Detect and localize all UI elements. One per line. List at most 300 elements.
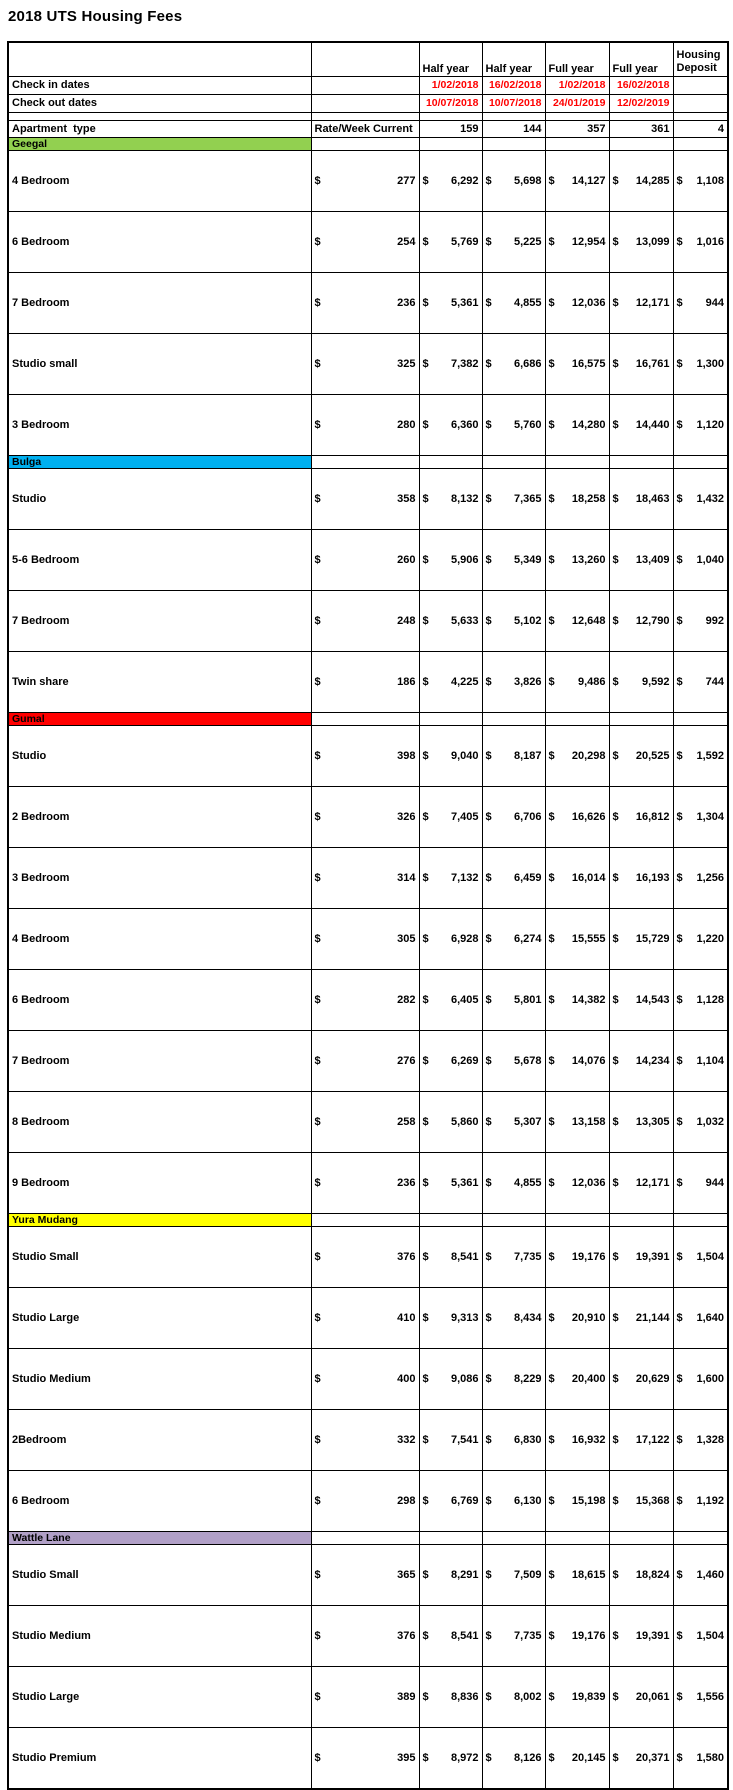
empty-cell xyxy=(8,42,311,76)
amount-value: 8,541 xyxy=(450,1250,479,1263)
full-year-1-cell xyxy=(545,1544,609,1605)
amount-value: 280 xyxy=(397,418,416,431)
currency-symbol: $ xyxy=(548,1311,555,1324)
full-year-2-cell xyxy=(609,272,673,333)
rate-cell xyxy=(311,1666,419,1727)
apartment-type-label: Apartment type xyxy=(8,120,311,137)
section-name-cell: Gumal xyxy=(8,712,311,725)
half-year-2-cell xyxy=(482,908,545,969)
amount-value: 325 xyxy=(397,357,416,370)
empty-cell xyxy=(545,137,609,150)
amount-value: 1,220 xyxy=(696,932,724,945)
currency-symbol: $ xyxy=(314,1250,321,1263)
currency-symbol: $ xyxy=(676,1751,683,1764)
currency-symbol: $ xyxy=(548,357,555,370)
currency-symbol: $ xyxy=(422,235,429,248)
amount-value: 1,256 xyxy=(696,871,724,884)
table-row xyxy=(8,1409,728,1470)
currency-symbol: $ xyxy=(485,993,492,1006)
amount-value: 6,269 xyxy=(450,1054,479,1067)
amount-value: 19,839 xyxy=(571,1690,606,1703)
amount-value: 4,855 xyxy=(513,1176,542,1189)
empty-cell xyxy=(609,137,673,150)
row-label: 2Bedroom xyxy=(8,1409,311,1470)
rate-cell xyxy=(311,529,419,590)
full-year-2-cell xyxy=(609,908,673,969)
amount-value: 1,640 xyxy=(696,1311,724,1324)
amount-value: 14,285 xyxy=(635,174,670,187)
table-row xyxy=(8,333,728,394)
currency-symbol: $ xyxy=(422,1494,429,1507)
half-year-2-cell xyxy=(482,333,545,394)
rate-cell xyxy=(311,1152,419,1213)
half-year-2-cell xyxy=(482,1727,545,1789)
half-year-1-cell xyxy=(419,651,482,712)
currency-symbol: $ xyxy=(676,174,683,187)
currency-symbol: $ xyxy=(548,1372,555,1385)
section-header-row xyxy=(8,1531,728,1544)
row-label: Studio Large xyxy=(8,1287,311,1348)
amount-value: 19,176 xyxy=(571,1250,606,1263)
housing-deposit-cell xyxy=(673,394,728,455)
currency-symbol: $ xyxy=(676,357,683,370)
currency-symbol: $ xyxy=(422,418,429,431)
amount-value: 4,855 xyxy=(513,296,542,309)
full-year-2-cell xyxy=(609,725,673,786)
full-year-2-cell xyxy=(609,211,673,272)
rate-cell xyxy=(311,908,419,969)
currency-symbol: $ xyxy=(314,357,321,370)
currency-symbol: $ xyxy=(612,1494,619,1507)
currency-symbol: $ xyxy=(676,1372,683,1385)
row-label: 5-6 Bedroom xyxy=(8,529,311,590)
empty-cell xyxy=(609,712,673,725)
table-row xyxy=(8,1348,728,1409)
currency-symbol: $ xyxy=(612,749,619,762)
amount-value: 1,328 xyxy=(696,1433,724,1446)
housing-deposit-cell xyxy=(673,1666,728,1727)
housing-deposit-cell xyxy=(673,468,728,529)
currency-symbol: $ xyxy=(485,174,492,187)
amount-value: 14,280 xyxy=(571,418,606,431)
currency-symbol: $ xyxy=(422,1372,429,1385)
currency-symbol: $ xyxy=(485,932,492,945)
currency-symbol: $ xyxy=(422,1054,429,1067)
empty-cell xyxy=(311,76,419,94)
amount-value: 5,678 xyxy=(513,1054,542,1067)
rate-cell xyxy=(311,1226,419,1287)
amount-value: 944 xyxy=(705,1176,724,1189)
amount-value: 1,300 xyxy=(696,357,724,370)
amount-value: 14,076 xyxy=(571,1054,606,1067)
currency-symbol: $ xyxy=(422,675,429,688)
empty-cell xyxy=(673,455,728,468)
currency-symbol: $ xyxy=(548,1176,555,1189)
currency-symbol: $ xyxy=(422,1433,429,1446)
full-year-2-cell xyxy=(609,590,673,651)
currency-symbol: $ xyxy=(314,296,321,309)
full-year-1-cell xyxy=(545,394,609,455)
half-year-2-cell xyxy=(482,1666,545,1727)
currency-symbol: $ xyxy=(548,614,555,627)
amount-value: 365 xyxy=(397,1568,416,1581)
column-header-full-year-2: Full year xyxy=(609,42,673,76)
amount-value: 19,391 xyxy=(635,1629,670,1642)
row-label: 7 Bedroom xyxy=(8,272,311,333)
currency-symbol: $ xyxy=(612,418,619,431)
currency-symbol: $ xyxy=(548,235,555,248)
currency-symbol: $ xyxy=(676,235,683,248)
table-row xyxy=(8,529,728,590)
row-label: Studio xyxy=(8,468,311,529)
amount-value: 15,729 xyxy=(635,932,670,945)
table-row xyxy=(8,725,728,786)
empty-cell xyxy=(311,1531,419,1544)
table-row xyxy=(8,1544,728,1605)
check-in-date-cell: 16/02/2018 xyxy=(482,76,545,94)
currency-symbol: $ xyxy=(485,1568,492,1581)
full-year-2-cell xyxy=(609,529,673,590)
currency-symbol: $ xyxy=(314,1433,321,1446)
amount-value: 6,130 xyxy=(513,1494,542,1507)
currency-symbol: $ xyxy=(548,296,555,309)
rate-cell xyxy=(311,1605,419,1666)
currency-symbol: $ xyxy=(422,174,429,187)
amount-value: 7,735 xyxy=(513,1250,542,1263)
full-year-2-cell xyxy=(609,969,673,1030)
currency-symbol: $ xyxy=(485,1054,492,1067)
amount-value: 236 xyxy=(397,296,416,309)
amount-value: 6,274 xyxy=(513,932,542,945)
empty-cell xyxy=(419,712,482,725)
currency-symbol: $ xyxy=(612,1311,619,1324)
amount-value: 9,313 xyxy=(450,1311,479,1324)
amount-value: 298 xyxy=(397,1494,416,1507)
half-year-2-cell xyxy=(482,1091,545,1152)
row-label: Studio Small xyxy=(8,1226,311,1287)
empty-cell xyxy=(482,112,545,120)
amount-value: 16,626 xyxy=(571,810,606,823)
full-year-2-cell xyxy=(609,1152,673,1213)
currency-symbol: $ xyxy=(422,1250,429,1263)
rate-count-cell: 357 xyxy=(545,120,609,137)
rate-cell xyxy=(311,1544,419,1605)
currency-symbol: $ xyxy=(676,553,683,566)
half-year-1-cell xyxy=(419,150,482,211)
housing-deposit-cell xyxy=(673,725,728,786)
currency-symbol: $ xyxy=(485,871,492,884)
empty-cell xyxy=(311,137,419,150)
currency-symbol: $ xyxy=(612,235,619,248)
half-year-2-cell xyxy=(482,1544,545,1605)
check-out-label: Check out dates xyxy=(8,94,311,112)
currency-symbol: $ xyxy=(485,418,492,431)
half-year-1-cell xyxy=(419,1287,482,1348)
full-year-2-cell xyxy=(609,1544,673,1605)
housing-deposit-cell xyxy=(673,1030,728,1091)
amount-value: 5,225 xyxy=(513,235,542,248)
rate-cell xyxy=(311,1409,419,1470)
amount-value: 15,555 xyxy=(571,932,606,945)
amount-value: 5,906 xyxy=(450,553,479,566)
check-out-date-cell: 10/07/2018 xyxy=(482,94,545,112)
amount-value: 6,706 xyxy=(513,810,542,823)
amount-value: 326 xyxy=(397,810,416,823)
housing-deposit-cell xyxy=(673,333,728,394)
housing-deposit-cell xyxy=(673,1152,728,1213)
check-out-date-cell: 10/07/2018 xyxy=(419,94,482,112)
amount-value: 20,061 xyxy=(635,1690,670,1703)
check-in-row xyxy=(8,76,728,94)
empty-cell xyxy=(673,94,728,112)
amount-value: 6,928 xyxy=(450,932,479,945)
section-name-cell: Yura Mudang xyxy=(8,1213,311,1226)
currency-symbol: $ xyxy=(676,1311,683,1324)
half-year-2-cell xyxy=(482,272,545,333)
amount-value: 6,686 xyxy=(513,357,542,370)
rate-count-cell: 159 xyxy=(419,120,482,137)
amount-value: 376 xyxy=(397,1629,416,1642)
half-year-1-cell xyxy=(419,908,482,969)
currency-symbol: $ xyxy=(612,1629,619,1642)
empty-cell xyxy=(609,112,673,120)
row-label: 9 Bedroom xyxy=(8,1152,311,1213)
empty-cell xyxy=(419,112,482,120)
rate-cell xyxy=(311,1348,419,1409)
full-year-1-cell xyxy=(545,211,609,272)
half-year-2-cell xyxy=(482,150,545,211)
currency-symbol: $ xyxy=(548,675,555,688)
half-year-2-cell xyxy=(482,1348,545,1409)
currency-symbol: $ xyxy=(676,1690,683,1703)
half-year-1-cell xyxy=(419,1348,482,1409)
currency-symbol: $ xyxy=(485,235,492,248)
full-year-1-cell xyxy=(545,969,609,1030)
amount-value: 8,002 xyxy=(513,1690,542,1703)
rate-cell xyxy=(311,725,419,786)
housing-deposit-cell xyxy=(673,529,728,590)
half-year-1-cell xyxy=(419,333,482,394)
housing-deposit-cell xyxy=(673,1226,728,1287)
currency-symbol: $ xyxy=(612,492,619,505)
housing-deposit-cell xyxy=(673,272,728,333)
rate-cell xyxy=(311,1727,419,1789)
amount-value: 1,504 xyxy=(696,1629,724,1642)
empty-cell xyxy=(545,112,609,120)
currency-symbol: $ xyxy=(314,1311,321,1324)
empty-cell xyxy=(419,1531,482,1544)
currency-symbol: $ xyxy=(485,1115,492,1128)
amount-value: 7,405 xyxy=(450,810,479,823)
amount-value: 1,304 xyxy=(696,810,724,823)
amount-value: 12,036 xyxy=(571,1176,606,1189)
currency-symbol: $ xyxy=(422,1176,429,1189)
currency-symbol: $ xyxy=(676,614,683,627)
currency-symbol: $ xyxy=(314,1115,321,1128)
empty-cell xyxy=(419,455,482,468)
currency-symbol: $ xyxy=(612,1568,619,1581)
rate-cell xyxy=(311,211,419,272)
half-year-2-cell xyxy=(482,468,545,529)
rate-cell xyxy=(311,969,419,1030)
currency-symbol: $ xyxy=(676,749,683,762)
amount-value: 1,192 xyxy=(696,1494,724,1507)
amount-value: 13,099 xyxy=(635,235,670,248)
amount-value: 16,812 xyxy=(635,810,670,823)
section-header-row xyxy=(8,1213,728,1226)
amount-value: 5,361 xyxy=(450,296,479,309)
currency-symbol: $ xyxy=(422,932,429,945)
row-label: Studio Small xyxy=(8,1544,311,1605)
amount-value: 305 xyxy=(397,932,416,945)
housing-deposit-cell xyxy=(673,1409,728,1470)
amount-value: 7,735 xyxy=(513,1629,542,1642)
empty-cell xyxy=(609,1531,673,1544)
full-year-1-cell xyxy=(545,529,609,590)
full-year-1-cell xyxy=(545,1409,609,1470)
period-header-row xyxy=(8,42,728,76)
half-year-2-cell xyxy=(482,529,545,590)
row-label: Twin share xyxy=(8,651,311,712)
half-year-2-cell xyxy=(482,211,545,272)
half-year-2-cell xyxy=(482,725,545,786)
housing-deposit-cell xyxy=(673,847,728,908)
rate-cell xyxy=(311,1287,419,1348)
amount-value: 6,405 xyxy=(450,993,479,1006)
half-year-1-cell xyxy=(419,1226,482,1287)
amount-value: 944 xyxy=(705,296,724,309)
rate-cell xyxy=(311,847,419,908)
rate-count-cell: 144 xyxy=(482,120,545,137)
table-row xyxy=(8,1226,728,1287)
currency-symbol: $ xyxy=(485,1433,492,1446)
amount-value: 744 xyxy=(705,675,724,688)
currency-symbol: $ xyxy=(676,1054,683,1067)
amount-value: 5,349 xyxy=(513,553,542,566)
amount-value: 19,391 xyxy=(635,1250,670,1263)
table-row xyxy=(8,1030,728,1091)
empty-cell xyxy=(545,455,609,468)
currency-symbol: $ xyxy=(485,357,492,370)
full-year-1-cell xyxy=(545,1605,609,1666)
full-year-2-cell xyxy=(609,1470,673,1531)
currency-symbol: $ xyxy=(612,1115,619,1128)
housing-deposit-cell xyxy=(673,1091,728,1152)
currency-symbol: $ xyxy=(612,1751,619,1764)
currency-symbol: $ xyxy=(485,492,492,505)
currency-symbol: $ xyxy=(422,749,429,762)
amount-value: 1,460 xyxy=(696,1568,724,1581)
empty-cell xyxy=(545,1213,609,1226)
half-year-1-cell xyxy=(419,468,482,529)
amount-value: 8,126 xyxy=(513,1751,542,1764)
currency-symbol: $ xyxy=(676,1176,683,1189)
amount-value: 1,040 xyxy=(696,553,724,566)
amount-value: 260 xyxy=(397,553,416,566)
empty-cell xyxy=(545,712,609,725)
full-year-2-cell xyxy=(609,150,673,211)
currency-symbol: $ xyxy=(612,296,619,309)
currency-symbol: $ xyxy=(548,1629,555,1642)
amount-value: 9,592 xyxy=(641,675,670,688)
empty-cell xyxy=(673,112,728,120)
row-label: 3 Bedroom xyxy=(8,847,311,908)
table-row xyxy=(8,211,728,272)
half-year-1-cell xyxy=(419,1091,482,1152)
section-header-row xyxy=(8,137,728,150)
housing-fees-table xyxy=(7,41,729,1790)
currency-symbol: $ xyxy=(612,932,619,945)
currency-symbol: $ xyxy=(612,993,619,1006)
rate-cell xyxy=(311,651,419,712)
amount-value: 18,258 xyxy=(571,492,606,505)
currency-symbol: $ xyxy=(314,1054,321,1067)
full-year-1-cell xyxy=(545,1091,609,1152)
amount-value: 16,575 xyxy=(571,357,606,370)
amount-value: 7,541 xyxy=(450,1433,479,1446)
table-row xyxy=(8,651,728,712)
amount-value: 16,193 xyxy=(635,871,670,884)
amount-value: 5,769 xyxy=(450,235,479,248)
currency-symbol: $ xyxy=(612,553,619,566)
full-year-1-cell xyxy=(545,333,609,394)
empty-cell xyxy=(311,1213,419,1226)
check-out-date-cell: 24/01/2019 xyxy=(545,94,609,112)
amount-value: 5,801 xyxy=(513,993,542,1006)
currency-symbol: $ xyxy=(676,932,683,945)
empty-cell xyxy=(482,712,545,725)
half-year-1-cell xyxy=(419,590,482,651)
currency-symbol: $ xyxy=(314,1494,321,1507)
amount-value: 8,434 xyxy=(513,1311,542,1324)
row-label: Studio Premium xyxy=(8,1727,311,1789)
amount-value: 332 xyxy=(397,1433,416,1446)
amount-value: 18,615 xyxy=(571,1568,606,1581)
currency-symbol: $ xyxy=(676,1568,683,1581)
currency-symbol: $ xyxy=(548,1054,555,1067)
currency-symbol: $ xyxy=(422,553,429,566)
check-out-date-cell: 12/02/2019 xyxy=(609,94,673,112)
amount-value: 1,600 xyxy=(696,1372,724,1385)
currency-symbol: $ xyxy=(485,1372,492,1385)
currency-symbol: $ xyxy=(548,174,555,187)
full-year-1-cell xyxy=(545,272,609,333)
row-label: 6 Bedroom xyxy=(8,1470,311,1531)
table-row xyxy=(8,1287,728,1348)
currency-symbol: $ xyxy=(548,993,555,1006)
amount-value: 358 xyxy=(397,492,416,505)
amount-value: 13,305 xyxy=(635,1115,670,1128)
currency-symbol: $ xyxy=(314,871,321,884)
currency-symbol: $ xyxy=(485,1311,492,1324)
rate-cell xyxy=(311,394,419,455)
currency-symbol: $ xyxy=(676,1115,683,1128)
full-year-1-cell xyxy=(545,1666,609,1727)
full-year-1-cell xyxy=(545,590,609,651)
amount-value: 395 xyxy=(397,1751,416,1764)
amount-value: 1,432 xyxy=(696,492,724,505)
currency-symbol: $ xyxy=(314,492,321,505)
full-year-1-cell xyxy=(545,1727,609,1789)
amount-value: 12,171 xyxy=(635,296,670,309)
amount-value: 8,972 xyxy=(450,1751,479,1764)
currency-symbol: $ xyxy=(314,235,321,248)
row-label: 3 Bedroom xyxy=(8,394,311,455)
empty-cell xyxy=(419,1213,482,1226)
full-year-1-cell xyxy=(545,1152,609,1213)
currency-symbol: $ xyxy=(548,932,555,945)
half-year-2-cell xyxy=(482,1605,545,1666)
